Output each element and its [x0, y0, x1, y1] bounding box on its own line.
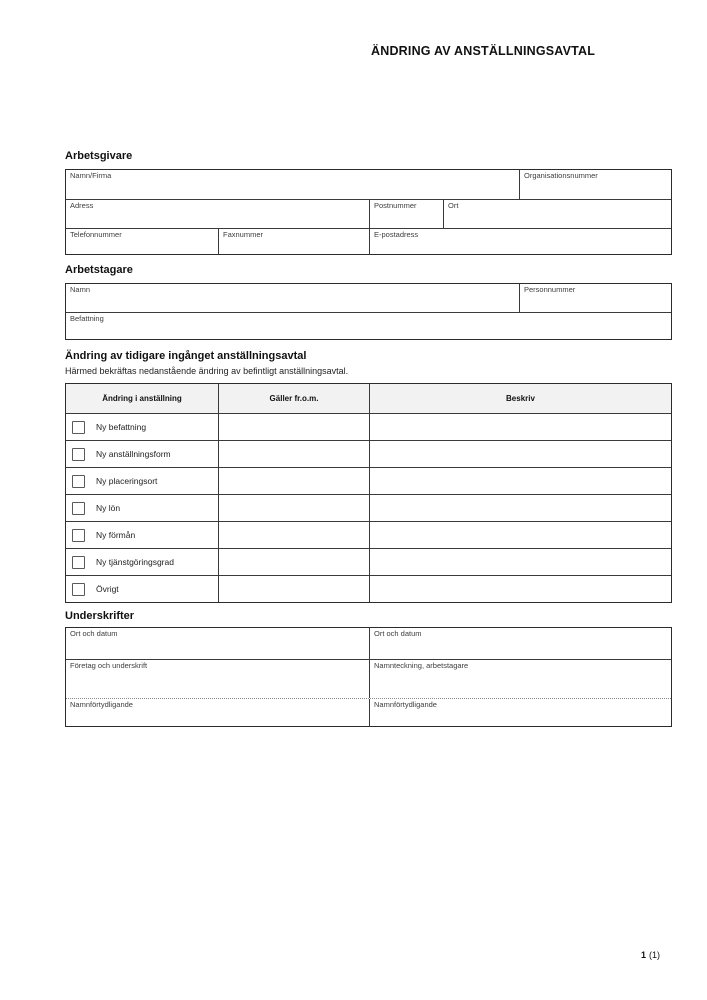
employee-signature-label: Namnteckning, arbetstagare — [374, 661, 469, 670]
new-employment-form-describe-field[interactable] — [369, 441, 671, 467]
signatures-row-date — [66, 628, 671, 659]
employer-table — [65, 169, 672, 255]
new-location-valid-from-field[interactable] — [218, 468, 369, 494]
employer-fax-field[interactable] — [218, 229, 369, 254]
change-row-new-employment-form — [66, 440, 671, 467]
page-number — [641, 950, 660, 960]
employer-orgnr-field[interactable] — [519, 170, 671, 199]
employer-address-field[interactable] — [66, 200, 369, 228]
change-type-cell — [66, 441, 218, 467]
new-employment-form-checkbox[interactable] — [72, 448, 85, 461]
employee-date-label: Ort och datum — [374, 629, 422, 638]
employer-name-field[interactable] — [66, 170, 519, 199]
new-benefit-describe-field[interactable] — [369, 522, 671, 548]
employer-address-label: Adress — [70, 201, 94, 210]
change-row-new-location — [66, 467, 671, 494]
new-employment-form-label: Ny anställningsform — [96, 449, 171, 459]
employer-name-label: Namn/Firma — [70, 171, 112, 180]
new-location-label: Ny placeringsort — [96, 476, 158, 486]
new-position-valid-from-field[interactable] — [218, 414, 369, 440]
changes-table — [65, 383, 672, 603]
employer-signature-label: Företag och underskrift — [70, 661, 148, 670]
employer-date-field[interactable] — [66, 628, 369, 659]
employee-table — [65, 283, 672, 340]
employer-name-clarification-field[interactable] — [66, 699, 369, 726]
signatures-row-signature — [66, 659, 671, 699]
employer-row-3 — [66, 228, 671, 254]
new-working-degree-describe-field[interactable] — [369, 549, 671, 575]
other-checkbox[interactable] — [72, 583, 85, 596]
changes-col-header-valid-from: Gäller fr.o.m. — [218, 384, 369, 413]
employer-orgnr-label: Organisationsnummer — [524, 171, 598, 180]
new-working-degree-valid-from-field[interactable] — [218, 549, 369, 575]
employer-zip-label: Postnummer — [374, 201, 417, 210]
new-working-degree-label: Ny tjänstgöringsgrad — [96, 557, 174, 567]
employer-phone-label: Telefonnummer — [70, 230, 122, 239]
employee-row-2 — [66, 312, 671, 339]
new-benefit-label: Ny förmån — [96, 530, 136, 540]
new-location-describe-field[interactable] — [369, 468, 671, 494]
change-row-new-position — [66, 413, 671, 440]
new-position-describe-field[interactable] — [369, 414, 671, 440]
change-type-cell — [66, 414, 218, 440]
employee-personal-number-field[interactable] — [519, 284, 671, 312]
employee-row-1 — [66, 284, 671, 312]
signatures-row-clarification — [66, 699, 671, 726]
new-salary-valid-from-field[interactable] — [218, 495, 369, 521]
change-type-cell — [66, 468, 218, 494]
changes-header-row — [66, 384, 671, 413]
new-working-degree-checkbox[interactable] — [72, 556, 85, 569]
change-row-other — [66, 575, 671, 602]
new-salary-describe-field[interactable] — [369, 495, 671, 521]
new-location-checkbox[interactable] — [72, 475, 85, 488]
other-describe-field[interactable] — [369, 576, 671, 602]
other-label: Övrigt — [96, 584, 119, 594]
employer-zip-field[interactable] — [369, 200, 443, 228]
employer-email-label: E-postadress — [374, 230, 419, 239]
new-salary-label: Ny lön — [96, 503, 121, 513]
employee-signature-field[interactable] — [369, 660, 671, 698]
employer-fax-label: Faxnummer — [223, 230, 264, 239]
page-number-current: 1 — [640, 950, 646, 960]
change-row-new-salary — [66, 494, 671, 521]
employer-city-field[interactable] — [443, 200, 671, 228]
signatures-section-heading: Underskrifter — [65, 610, 135, 622]
document-title: ÄNDRING AV ANSTÄLLNINGSAVTAL — [371, 44, 596, 58]
employer-date-label: Ort och datum — [70, 629, 118, 638]
signatures-table — [65, 627, 672, 727]
employee-date-field[interactable] — [369, 628, 671, 659]
employer-section-heading: Arbetsgivare — [65, 150, 133, 162]
other-valid-from-field[interactable] — [218, 576, 369, 602]
employee-section-heading: Arbetstagare — [65, 264, 133, 276]
change-row-new-working-degree — [66, 548, 671, 575]
change-type-cell — [66, 495, 218, 521]
employee-position-label: Befattning — [70, 314, 104, 323]
employer-row-1 — [66, 170, 671, 199]
new-position-label: Ny befattning — [96, 422, 147, 432]
change-row-new-benefit — [66, 521, 671, 548]
employer-phone-field[interactable] — [66, 229, 218, 254]
new-benefit-valid-from-field[interactable] — [218, 522, 369, 548]
new-salary-checkbox[interactable] — [72, 502, 85, 515]
changes-intro-text: Härmed bekräftas nedanstående ändring av befintligt anställningsavtal. — [65, 366, 349, 376]
new-benefit-checkbox[interactable] — [72, 529, 85, 542]
employee-name-clarification-field[interactable] — [369, 699, 671, 726]
employee-name-clarification-label: Namnförtydligande — [374, 700, 437, 709]
change-type-cell — [66, 549, 218, 575]
change-type-cell — [66, 522, 218, 548]
new-employment-form-valid-from-field[interactable] — [218, 441, 369, 467]
employer-row-2 — [66, 199, 671, 228]
employee-position-field[interactable] — [66, 313, 671, 339]
changes-col-header-describe: Beskriv — [369, 384, 671, 413]
employee-name-label: Namn — [70, 285, 91, 294]
employee-name-field[interactable] — [66, 284, 519, 312]
employer-email-field[interactable] — [369, 229, 671, 254]
page-number-total: (1) — [649, 950, 660, 960]
change-type-cell — [66, 576, 218, 602]
employer-city-label: Ort — [448, 201, 459, 210]
changes-col-header-type: Ändring i anställning — [102, 394, 182, 403]
employee-personal-number-label: Personnummer — [524, 285, 576, 294]
new-position-checkbox[interactable] — [72, 421, 85, 434]
employer-signature-field[interactable] — [66, 660, 369, 698]
employer-name-clarification-label: Namnförtydligande — [70, 700, 133, 709]
changes-section-heading: Ändring av tidigare ingånget anställningsavtal — [65, 350, 307, 362]
